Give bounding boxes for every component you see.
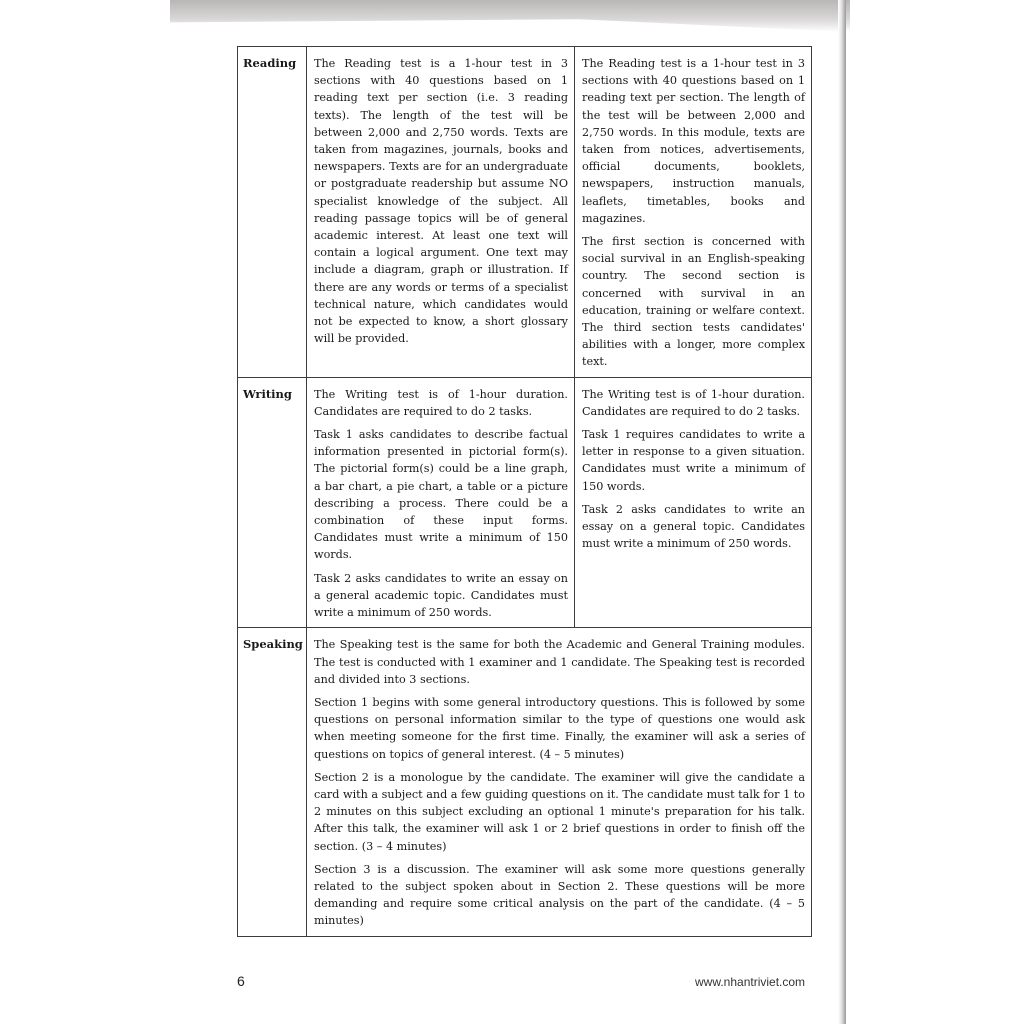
paragraph: The Reading test is a 1-hour test in 3 sections with 40 questions based on 1 reading text per section (i.e. 3 reading texts). The length of the test will be between 2,000 and 2,750 words. Texts are taken from magazines, journals, books and newspapers. Texts are for an undergraduate or postgraduate readership but assume NO specialist knowledge of the subject. All reading passage topics will be of general academic interest. At least one text will contain a logical argument. One text may include a diagram, graph or illustration. If there are any words or terms of a specialist technical nature, which candidates would not be expected to know, a short glossary will be provided. xyxy=(314,57,568,346)
paragraph: The Writing test is of 1-hour duration. Candidates are required to do 2 tasks. xyxy=(582,387,805,418)
table-row-reading xyxy=(238,47,812,378)
paragraph: Task 2 asks candidates to write an essay on a general topic. Candidates must write a minimum of 250 words. xyxy=(582,502,805,551)
page-number: 6 xyxy=(237,973,245,989)
category-label: Writing xyxy=(238,377,307,628)
paragraph: The Writing test is of 1-hour duration. Candidates are required to do 2 tasks. xyxy=(314,387,568,418)
table-row-speaking xyxy=(238,628,812,936)
paragraph: Task 1 requires candidates to write a letter in response to a given situation. Candidates must write a minimum of 150 words. xyxy=(582,428,805,493)
category-label: Speaking xyxy=(238,628,307,936)
paragraph: Task 1 asks candidates to describe factual information presented in pictorial form(s). The pictorial form(s) could be a line graph, a bar chart, a pie chart, a table or a picture describing a process. There could be a combination of these input forms. Candidates must write a minimum of 150 words. xyxy=(314,428,568,562)
paragraph: Task 2 asks candidates to write an essay on a general academic topic. Candidates must write a minimum of 250 words. xyxy=(314,571,568,620)
general-reading-cell xyxy=(575,47,812,378)
table-row-writing xyxy=(238,377,812,628)
paragraph: Section 2 is a monologue by the candidate. The examiner will give the candidate a card with a subject and a few guiding questions on it. The candidate must talk for 1 to 2 minutes on this subject excluding an optional 1 minute's preparation for his talk. After this talk, the examiner will ask 1 or 2 brief questions in order to finish off the section. (3 – 4 minutes) xyxy=(314,770,805,853)
academic-reading-cell xyxy=(307,47,575,378)
ielts-modules-table xyxy=(237,46,812,937)
general-writing-cell xyxy=(575,377,812,628)
academic-writing-cell xyxy=(307,377,575,628)
paragraph: The Speaking test is the same for both the Academic and General Training modules. The test is conducted with 1 examiner and 1 candidate. The Speaking test is recorded and divided into 3 sections. xyxy=(314,638,805,686)
speaking-cell xyxy=(307,628,812,936)
paragraph: Section 1 begins with some general introductory questions. This is followed by some questions on personal information similar to the type of questions one would ask when meeting someone for the first time. Finally, the examiner will ask a series of questions on topics of general interest. (4 – 5 minutes) xyxy=(314,695,805,761)
paragraph: The first section is concerned with social survival in an English-speaking country. The second section is concerned with survival in an education, training or welfare context. The third section tests candidates' abilities with a longer, more complex text. xyxy=(582,235,805,369)
category-label: Reading xyxy=(238,47,307,378)
paragraph: Section 3 is a discussion. The examiner will ask some more questions generally related to the subject spoken about in Section 2. These questions will be more demanding and require some critical analysis on the part of the candidate. (4 – 5 minutes) xyxy=(314,862,805,928)
publisher-website: www.nhantriviet.com xyxy=(695,975,806,989)
paragraph: The Reading test is a 1-hour test in 3 sections with 40 questions based on 1 reading text per section. The length of the test will be between 2,000 and 2,750 words. In this module, texts are taken from notices, advertisements, official documents, booklets, newspapers, instruction manuals, leaflets, timetables, books and magazines. xyxy=(582,57,805,225)
